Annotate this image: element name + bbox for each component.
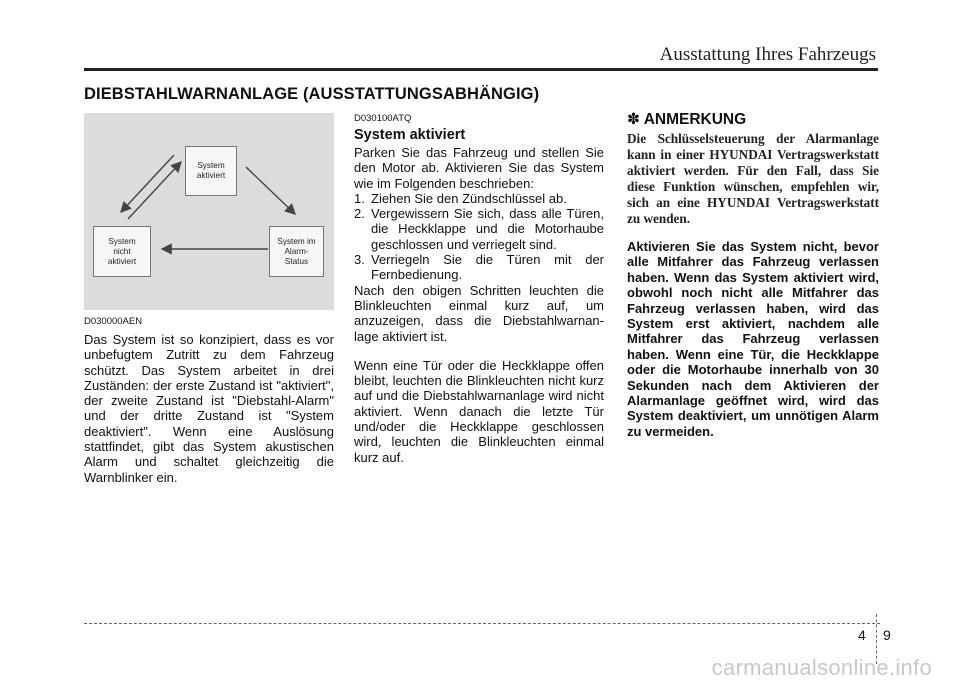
list-item [354,191,604,206]
list-item [354,252,604,283]
intro-paragraph: Das System ist so konzipiert, dass es vor unbefugtem Zutritt zu dem Fahrzeug schützt. Das System arbeitet in drei Zuständen: der erste Zustand ist "aktiviert", der zweite Zustand ist "Diebstahl-Alarm" und der dritte Zustand ist "System deaktiviert". Wenn eine Auslösung stattfindet, gibt das System akustischen Alarm und schaltet gleichzeitig die Warnblinker ein. [84,332,334,485]
page-number: 9 [883,627,891,643]
header-rule [84,68,878,71]
state-diagram-arrows [84,113,334,310]
state-system-not-activated: System nicht aktiviert [93,226,151,277]
arrow-left-up [128,162,181,219]
state-system-alarm: System im Alarm- Status [269,226,324,277]
figure-code: D030000AEN [84,316,143,327]
section-code: D030100ATQ [354,113,412,124]
watermark: carmanualsonline.info [711,655,932,680]
list-number: 1. [354,190,365,206]
list-item [354,206,604,252]
footer-rule [84,623,880,624]
activation-result-paragraph: Nach den obigen Schritten leuchten die Blinkleuchten einmal kurz auf, um anzuzeigen, dass die Diebstahlwarnan-lage aktiviert ist. [354,282,604,344]
note-title: ✽ ANMERKUNG [627,111,747,128]
chapter-number: 4 [858,627,866,643]
note-section [627,110,879,439]
list-text: Vergewissern Sie sich, dass alle Türen, die Heckklappe und die Motorhaube geschlossen und verriegelt sind. [371,206,604,252]
arrow-right [246,167,295,214]
note-serif-text: Die Schlüsselsteuerung der Alarmanlage kann in einer HYUNDAI Vertragswerkstatt aktiviert werden. Für den Fall, dass Sie diese Funktion wünschen, empfehlen wir, sich an eine HYUNDAI Vertragswerkstatt zu wenden. [627,131,879,226]
door-open-paragraph: Wenn eine Tür oder die Heckklappe offen bleibt, leuchten die Blinkleuchten nicht kurz auf und die Diebstahlwarnanlage wird nicht aktiviert. Wenn danach die letzte Tür und/oder die Heckklappe geschlossen wird, leuchten die Blinkleuchten einmal kurz auf. [354,357,604,465]
subsection-heading: System aktiviert [354,127,466,143]
list-text: Ziehen Sie den Zündschlüssel ab. [371,190,567,206]
arrow-left-down [121,155,174,212]
section-title: DIEBSTAHLWARNANLAGE (AUSSTATTUNGSABHÄNGIG) [84,85,540,103]
list-number: 3. [354,252,365,268]
list-number: 2. [354,206,365,222]
page-header-title: Ausstattung Ihres Fahrzeugs [659,44,876,65]
note-bold-text: Aktivieren Sie das System nicht, bevor alle Mitfahrer das Fahrzeug verlassen haben. Wenn das System aktiviert wird, obwohl noch nicht alle Mitfahrer das Fahrzeug verlassen haben, wird das System erst aktiviert, nachdem alle Mitfahrer das Fahrzeug verlassen haben. Wenn eine Tür, die Heckklappe oder die Motorhaube innerhalb von 30 Sekunden nach dem Aktivieren der Alarmanlage geöffnet wird, wird das System deaktiviert, um unnötigen Alarm zu vermeiden. [627,239,879,439]
state-diagram [84,113,334,310]
system-activated-section [354,113,604,465]
activation-intro: Parken Sie das Fahrzeug und stellen Sie den Motor ab. Aktivieren Sie das System wie im Folgenden beschrieben: [354,145,604,191]
list-text: Verriegeln Sie die Türen mit der Fernbedienung. [371,252,604,283]
state-system-activated: System aktiviert [185,146,237,196]
